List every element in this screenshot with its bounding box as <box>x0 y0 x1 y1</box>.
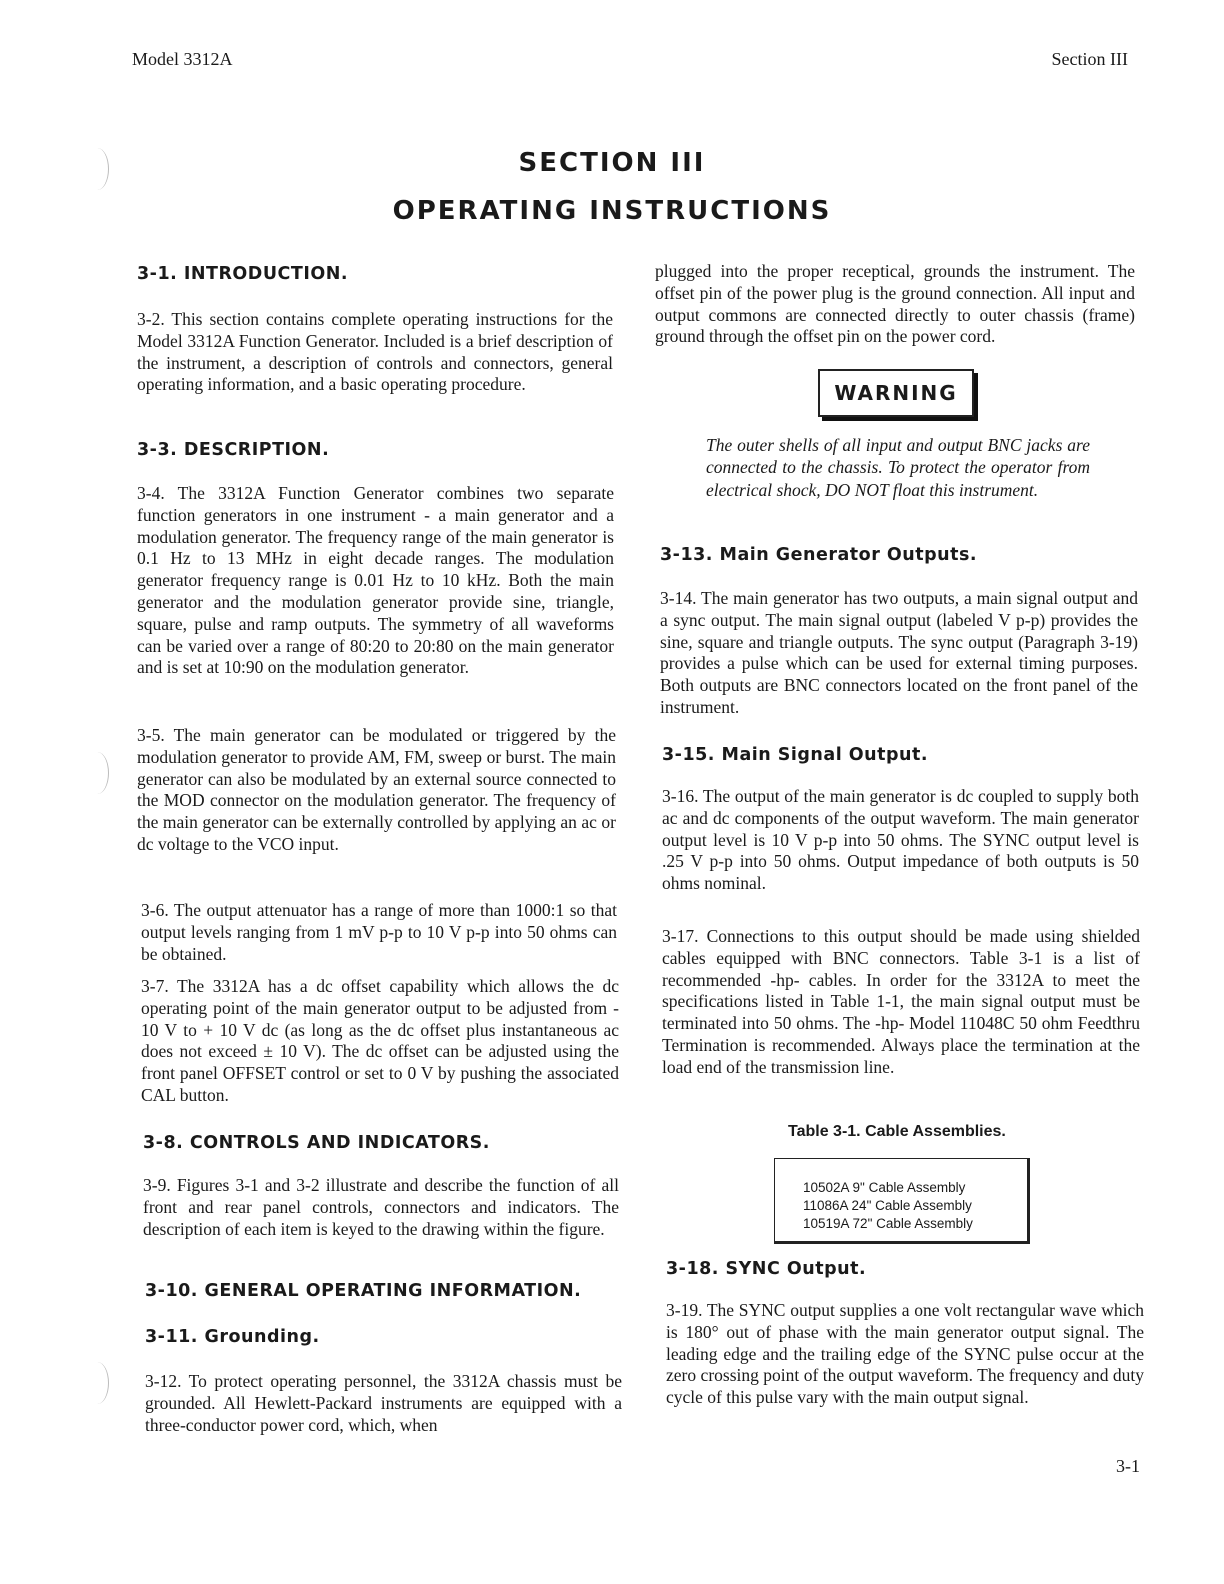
paragraph-3-17: 3-17. Connections to this output should be made using shielded cables equipped with BNC connectors. Table 3-1 is a list of recommended -hp- cables. In order for the 3312A to meet the specifications listed in Table 1-1, the main signal output must be terminated into 50 ohms. The -hp- Model 11048C 50 ohm Feedthru Termination is recommended. Always place the termination at the load end of the transmission line. <box>662 926 1140 1077</box>
binder-hole-mark <box>86 1362 109 1404</box>
paragraph-3-7: 3-7. The 3312A has a dc offset capability which allows the dc operating point of the main generator output to be adjusted from - 10 V to + 10 V dc (as long as the dc offset plus instantaneous ac does not exceed ± 10 V). The dc offset can be adjusted using the front panel OFFSET control or set to 0 V by pushing the associated CAL button. <box>141 976 619 1105</box>
table-row: 11086A 24" Cable Assembly <box>803 1198 972 1213</box>
heading-general-operating-info: 3-10. GENERAL OPERATING INFORMATION. <box>145 1281 582 1301</box>
heading-grounding: 3-11. Grounding. <box>145 1327 320 1347</box>
heading-introduction: 3-1. INTRODUCTION. <box>137 264 349 284</box>
heading-sync-output: 3-18. SYNC Output. <box>666 1259 867 1279</box>
paragraph-3-14: 3-14. The main generator has two outputs, a main signal output and a sync output. The main signal output (labeled V p-p) provides the sine, square and triangle outputs. The sync output (Paragraph 3-19) provides a pulse which can be used for external timing purposes. Both outputs are BNC connectors located on the front panel of the instrument. <box>660 588 1138 717</box>
warning-text: The outer shells of all input and output BNC jacks are connected to the chassis. To protect the operator from electrical shock, DO NOT float this instrument. <box>706 435 1090 500</box>
paragraph-3-9: 3-9. Figures 3-1 and 3-2 illustrate and describe the function of all front and rear panel controls, connectors and indicators. The description of each item is keyed to the drawing within the figure. <box>143 1175 619 1239</box>
heading-controls-indicators: 3-8. CONTROLS AND INDICATORS. <box>143 1133 490 1153</box>
heading-description: 3-3. DESCRIPTION. <box>137 440 330 460</box>
section-title: SECTION III <box>518 148 706 178</box>
table-row: 10519A 72" Cable Assembly <box>803 1216 973 1231</box>
warning-label: WARNING <box>818 369 974 417</box>
paragraph-3-12: 3-12. To protect operating personnel, the 3312A chassis must be grounded. All Hewlett-Packard instruments are equipped with a three-conductor power cord, which, when <box>145 1371 622 1435</box>
paragraph-3-5: 3-5. The main generator can be modulated or triggered by the modulation generator to provide AM, FM, sweep or burst. The main generator can also be modulated by an external source connected to the MOD connector on the modulation generator. The frequency of the main generator can be externally controlled by applying an ac or dc voltage to the VCO input. <box>137 725 616 854</box>
table-caption: Table 3-1. Cable Assemblies. <box>788 1123 1006 1140</box>
heading-main-generator-outputs: 3-13. Main Generator Outputs. <box>660 545 978 565</box>
paragraph-3-6: 3-6. The output attenuator has a range of more than 1000:1 so that output levels ranging from 1 mV p-p to 10 V p-p into 50 ohms can be obtained. <box>141 900 617 964</box>
paragraph-3-4: 3-4. The 3312A Function Generator combines two separate function generators in one instrument - a main generator and a modulation generator. The frequency range of the main generator is 0.1 Hz to 13 MHz in eight decade ranges. The modulation generator frequency range is 0.01 Hz to 10 kHz. Both the main generator and the modulation generator provide sine, triangle, square, pulse and ramp outputs. The symmetry of all waveforms can be varied over a range of 80:20 to 20:80 on the main generator and is set at 10:90 on the modulation generator. <box>137 483 614 678</box>
paragraph-3-12-continued: plugged into the proper receptical, grounds the instrument. The offset pin of the power plug is the ground connection. All input and output commons are connected directly to outer chassis (frame) ground through the offset pin on the power cord. <box>655 261 1135 347</box>
paragraph-3-19: 3-19. The SYNC output supplies a one volt rectangular wave which is 180° out of phase with the main generator output signal. The leading edge and the trailing edge of the SYNC pulse occur at the zero crossing point of the output waveform. The frequency and duty cycle of this pulse vary with the main output signal. <box>666 1300 1144 1408</box>
heading-main-signal-output: 3-15. Main Signal Output. <box>662 745 928 765</box>
binder-hole-mark <box>86 752 109 794</box>
table-row: 10502A 9" Cable Assembly <box>803 1180 966 1195</box>
header-section: Section III <box>1051 49 1128 69</box>
paragraph-3-16: 3-16. The output of the main generator is dc coupled to supply both ac and dc components of the output waveform. The main generator output level is 10 V p-p into 50 ohms. The SYNC output level is .25 V p-p into 50 ohms. Output impedance of both outputs is 50 ohms nominal. <box>662 786 1139 894</box>
paragraph-3-2: 3-2. This section contains complete operating instructions for the Model 3312A Function Generator. Included is a brief description of the instrument, a description of controls and connectors, general operating information, and a basic operating procedure. <box>137 309 613 395</box>
section-subtitle: OPERATING INSTRUCTIONS <box>392 196 832 226</box>
cable-assemblies-table <box>774 1158 1030 1244</box>
page-number: 3-1 <box>1116 1456 1140 1476</box>
header-model: Model 3312A <box>132 49 233 69</box>
